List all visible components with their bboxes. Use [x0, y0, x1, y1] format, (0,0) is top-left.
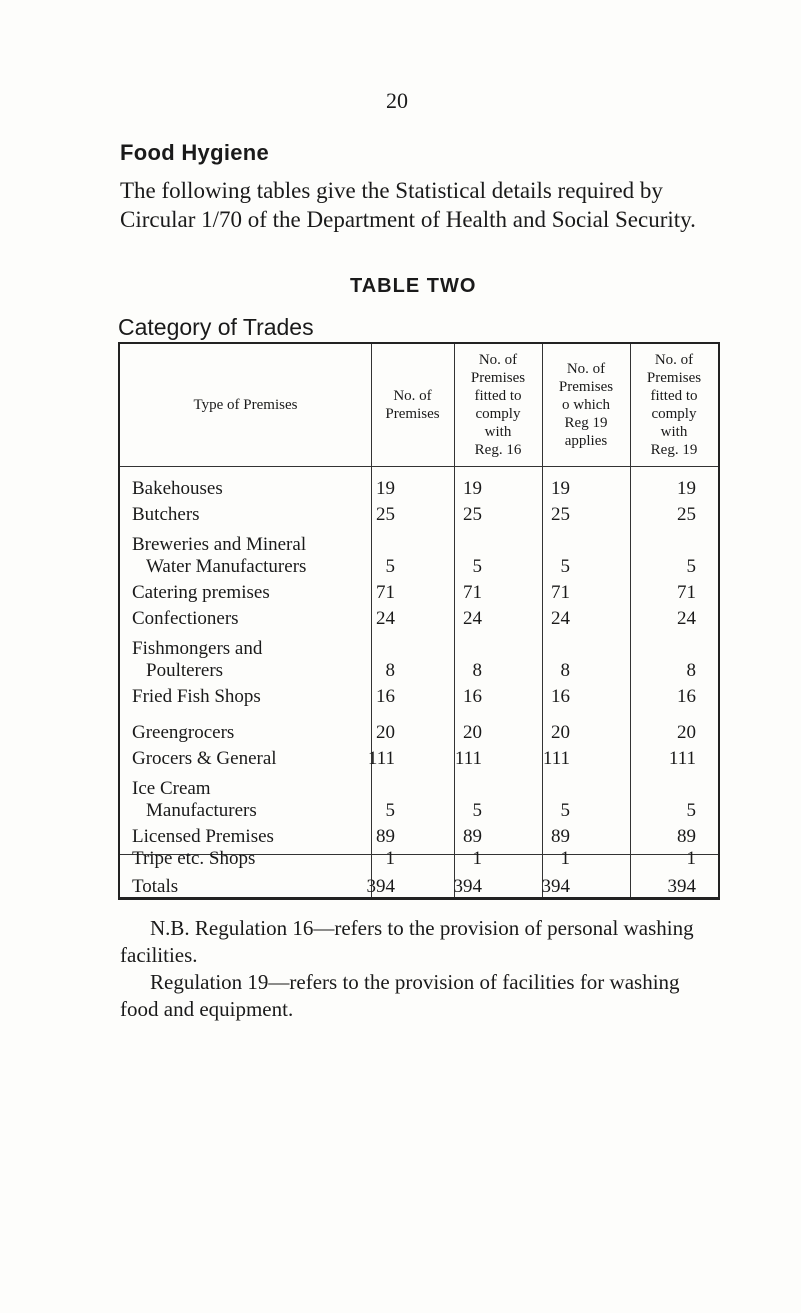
cell: 16 [677, 686, 696, 707]
header-fitted-reg-16: No. of Premises fitted to comply with Reg. 16 [470, 352, 526, 458]
section-heading: Food Hygiene [120, 140, 270, 165]
cell: 24 [463, 608, 482, 629]
note-regulation-19: Regulation 19—refers to the provision of facilities for washing food and equipment. [120, 970, 680, 1021]
table-row [120, 638, 718, 682]
row-label: Fishmongers and Poulterers [132, 638, 263, 681]
notes [120, 915, 720, 1023]
table-row [120, 744, 718, 770]
cell: 5 [686, 556, 696, 577]
note-regulation-16: N.B. Regulation 16—refers to the provision of personal washing facilities. [120, 916, 694, 967]
header-reg-19-applies: No. of Premises o which Reg 19 applies [558, 361, 614, 449]
cell: 8 [686, 660, 696, 681]
cell: 5 [385, 556, 395, 577]
cell: 5 [385, 800, 395, 821]
header-rule [120, 466, 718, 467]
cell: 24 [551, 608, 570, 629]
cell: 19 [551, 478, 570, 499]
cell: 24 [677, 608, 696, 629]
cell: 20 [551, 722, 570, 743]
cell: 20 [376, 722, 395, 743]
cell: 5 [560, 800, 570, 821]
cell: 8 [472, 660, 482, 681]
cell: 25 [376, 504, 395, 525]
header-fitted-reg-19: No. of Premises fitted to comply with Reg. 19 [646, 352, 702, 458]
cell: 89 [551, 826, 570, 847]
total-cell: 394 [453, 876, 482, 897]
cell: 5 [686, 800, 696, 821]
cell: 19 [677, 478, 696, 499]
cell: 8 [560, 660, 570, 681]
cell: 19 [376, 478, 395, 499]
cell: 5 [560, 556, 570, 577]
row-label: Tripe etc. Shops [132, 848, 256, 869]
cell: 5 [472, 556, 482, 577]
cell: 1 [686, 848, 696, 869]
cell: 111 [454, 748, 482, 769]
table-row [120, 718, 718, 744]
total-cell: 394 [667, 876, 696, 897]
row-label: Fried Fish Shops [132, 686, 261, 707]
table-row [120, 578, 718, 604]
row-label: Grocers & General [132, 748, 277, 769]
cell: 89 [376, 826, 395, 847]
total-cell: 394 [366, 876, 395, 897]
cell: 111 [668, 748, 696, 769]
totals-row [120, 872, 718, 898]
cell: 16 [463, 686, 482, 707]
table-row [120, 604, 718, 630]
header-type-of-premises: Type of Premises [193, 397, 298, 413]
cell: 89 [677, 826, 696, 847]
cell: 89 [463, 826, 482, 847]
cell: 19 [463, 478, 482, 499]
row-label: Catering premises [132, 582, 270, 603]
row-label: Breweries and Mineral Water Manufacturers [132, 534, 307, 577]
row-label: Licensed Premises [132, 826, 274, 847]
cell: 25 [463, 504, 482, 525]
total-cell: 394 [541, 876, 570, 897]
table-row [120, 682, 718, 708]
cell: 111 [542, 748, 570, 769]
cell: 24 [376, 608, 395, 629]
totals-label: Totals [132, 876, 179, 897]
row-label: Butchers [132, 504, 200, 525]
row-label: Confectioners [132, 608, 239, 629]
table-row [120, 474, 718, 500]
cell: 25 [677, 504, 696, 525]
cell: 1 [560, 848, 570, 869]
cell: 20 [463, 722, 482, 743]
cell: 25 [551, 504, 570, 525]
table-subtitle: Category of Trades [118, 314, 314, 340]
cell: 71 [677, 582, 696, 603]
cell: 71 [376, 582, 395, 603]
intro-paragraph: The following tables give the Statistical details required by Circular 1/70 of the Department of Health and Social Security. [120, 178, 696, 232]
row-label: Greengrocers [132, 722, 235, 743]
trades-table [118, 342, 720, 900]
cell: 20 [677, 722, 696, 743]
table-row [120, 534, 718, 578]
cell: 1 [472, 848, 482, 869]
cell: 5 [472, 800, 482, 821]
cell: 16 [551, 686, 570, 707]
cell: 8 [385, 660, 395, 681]
cell: 16 [376, 686, 395, 707]
table-row [120, 500, 718, 526]
cell: 71 [463, 582, 482, 603]
header-no-of-premises: No. of Premises [385, 388, 440, 422]
row-label: Bakehouses [132, 478, 223, 499]
table-row [120, 778, 718, 822]
cell: 1 [385, 848, 395, 869]
row-label: Ice Cream Manufacturers [132, 778, 257, 821]
cell: 71 [551, 582, 570, 603]
page-number: 20 [386, 88, 408, 113]
table-row [120, 844, 718, 870]
table-title: TABLE TWO [350, 275, 477, 297]
cell: 111 [367, 748, 395, 769]
